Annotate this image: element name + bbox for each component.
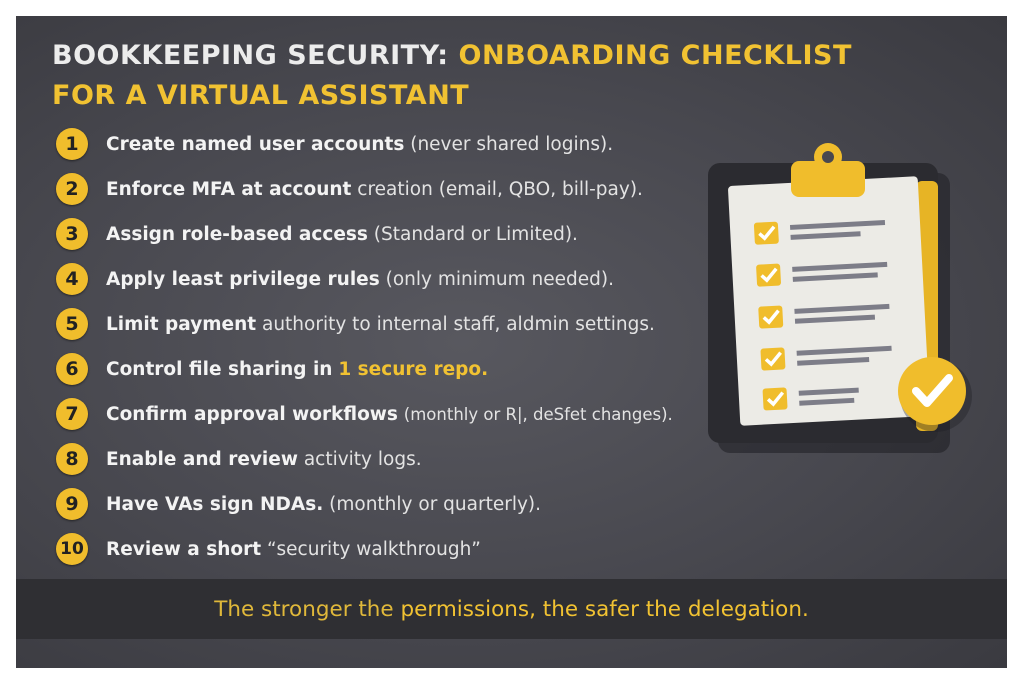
footer-tagline xyxy=(214,597,809,622)
checklist-item xyxy=(56,441,422,477)
page-title xyxy=(52,36,1007,116)
clipboard-clip-hole xyxy=(822,151,834,163)
step-number-badge: 3 xyxy=(56,218,88,250)
step-number-badge: 8 xyxy=(56,443,88,475)
footer-part-1: The stronger the xyxy=(214,596,394,622)
step-number-badge: 9 xyxy=(56,488,88,520)
item-rest-text: (monthly or quarterly). xyxy=(329,493,542,515)
checklist-item-text xyxy=(106,179,643,200)
item-bold-text: Have VAs sign NDAs. xyxy=(106,493,324,515)
checklist-item-text xyxy=(106,404,673,425)
clipboard-checklist-icon xyxy=(696,141,976,461)
title-part-1: BOOKKEEPING SECURITY: xyxy=(52,40,449,71)
checklist-item-text xyxy=(106,314,655,335)
checklist-item-text xyxy=(106,269,614,290)
step-number-badge: 5 xyxy=(56,308,88,340)
item-bold-text: Confirm approval workflows xyxy=(106,403,398,425)
item-bold-text: Control file sharing in xyxy=(106,358,333,380)
item-bold-text: Apply least privilege rules xyxy=(106,268,380,290)
item-bold-text: Assign role-based access xyxy=(106,223,368,245)
infographic-panel xyxy=(16,16,1007,668)
item-bold-text: Enable and review xyxy=(106,448,298,470)
title-part-2: ONBOARDING CHECKLIST xyxy=(458,40,852,71)
item-highlight-text: 1 secure repo. xyxy=(338,358,489,380)
checklist-item-text xyxy=(106,494,541,515)
step-number-badge: 2 xyxy=(56,173,88,205)
checklist-item xyxy=(56,261,614,297)
title-line-1 xyxy=(52,36,1007,76)
item-bold-text: Enforce MFA at account xyxy=(106,178,352,200)
step-number-badge: 4 xyxy=(56,263,88,295)
checklist-item-text xyxy=(106,134,613,155)
item-rest-text: “security walkthrough” xyxy=(266,538,481,560)
footer-part-2: permissions, the safer the delegation. xyxy=(400,596,809,622)
step-number-badge: 7 xyxy=(56,398,88,430)
item-rest-text: (monthly or R|, deSfet changes). xyxy=(403,404,673,424)
step-number-badge: 6 xyxy=(56,353,88,385)
checklist-item xyxy=(56,396,673,432)
checklist-item xyxy=(56,531,481,567)
checklist-item-text xyxy=(106,449,422,470)
checklist-item xyxy=(56,126,613,162)
item-rest-text: (only minimum needed). xyxy=(385,268,614,290)
item-rest-text: (never shared logins). xyxy=(410,133,614,155)
item-rest-text: (Standard or Limited). xyxy=(373,223,578,245)
checklist-item xyxy=(56,306,655,342)
footer-banner xyxy=(16,579,1007,639)
checklist-item xyxy=(56,216,578,252)
checklist-item-text xyxy=(106,539,481,560)
checklist-item xyxy=(56,171,643,207)
item-rest-text: activity logs. xyxy=(303,448,422,470)
item-bold-text: Review a short xyxy=(106,538,262,560)
item-bold-text: Limit payment xyxy=(106,313,257,335)
item-bold-text: Create named user accounts xyxy=(106,133,405,155)
step-number-badge: 1 xyxy=(56,128,88,160)
step-number-badge: 10 xyxy=(56,533,88,565)
checklist-item-text xyxy=(106,359,488,380)
checklist-item-text xyxy=(106,224,578,245)
item-rest-text: authority to internal staff, aldmin settings. xyxy=(261,313,655,335)
checklist-item xyxy=(56,486,541,522)
item-rest-text: creation (email, QBO, bill-pay). xyxy=(357,178,643,200)
title-line-2: FOR A VIRTUAL ASSISTANT xyxy=(52,80,470,111)
checklist-item xyxy=(56,351,488,387)
